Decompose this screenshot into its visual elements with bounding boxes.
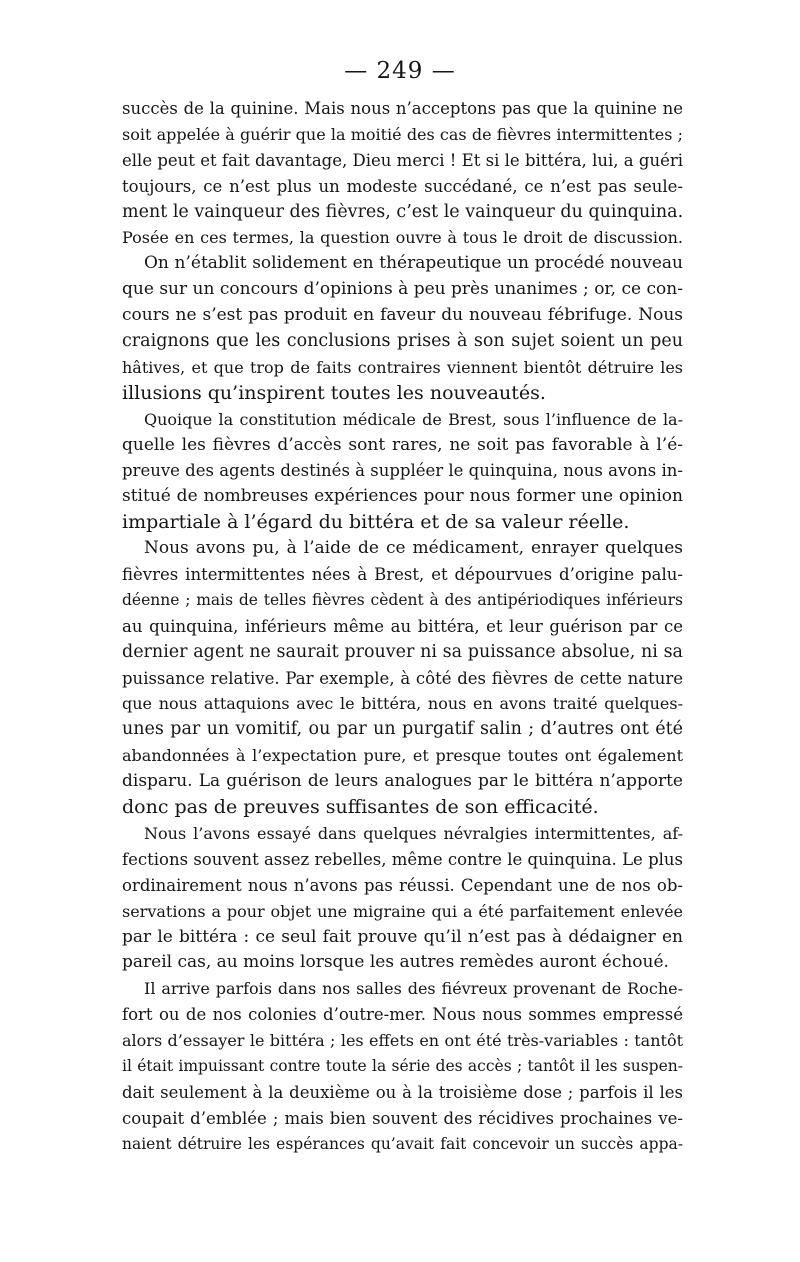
text-line: fièvres intermittentes nées à Brest, et dépourvues d’origine palu- [122, 565, 683, 585]
text-line: craignons que les conclusions prises à son sujet soient un peu [122, 331, 683, 352]
text-line: Quoique la constitution médicale de Brest, sous l’influence de la- [144, 409, 683, 429]
text-line: au quinquina, inférieurs même au bittéra, et leur guérison par ce [122, 616, 683, 636]
text-line: Posée en ces termes, la question ouvre à tous le droit de discussion. [122, 228, 683, 248]
text-line: Nous avons pu, à l’aide de ce médicament, enrayer quelques [144, 538, 683, 559]
text-line: fections souvent assez rebelles, même contre le quinquina. Le plus [122, 849, 683, 869]
text-line: Nous l’avons essayé dans quelques névralgies intermittentes, af- [144, 823, 683, 843]
text-line: illusions qu’inspirent toutes les nouveautés. [122, 381, 546, 404]
text-line: preuve des agents destinés à suppléer le quinquina, nous avons in- [122, 461, 683, 481]
text-line: coupait d’emblée ; mais bien souvent des récidives prochaines ve- [122, 1108, 683, 1128]
text-line: cours ne s’est pas produit en faveur du nouveau fébrifuge. Nous [122, 305, 683, 326]
text-line: hâtives, et que trop de faits contraires viennent bientôt détruire les [122, 357, 683, 377]
text-line: que nous attaquions avec le bittéra, nous en avons traité quelques- [122, 694, 683, 714]
text-line: ment le vainqueur des fièvres, c’est le vainqueur du quinquina. [122, 201, 684, 222]
text-line: dernier agent ne saurait prouver ni sa puissance absolue, ni sa [122, 641, 683, 662]
text-line: soit appelée à guérir que la moitié des cas de fièvres intermittentes ; [122, 124, 683, 144]
text-line: donc pas de preuves suffisantes de son efficacité. [122, 796, 599, 819]
text-line: disparu. La guérison de leurs analogues par le bittéra n’apporte [122, 771, 683, 792]
text-line: elle peut et fait davantage, Dieu merci ! Et si le bittéra, lui, a guéri [122, 150, 683, 170]
text-line: ordinairement nous n’avons pas réussi. Cependant une de nos ob- [122, 875, 683, 895]
text-line: unes par un vomitif, ou par un purgatif salin ; d’autres ont été [122, 719, 683, 740]
text-line: On n’établit solidement en thérapeutique un procédé nouveau [144, 253, 683, 274]
text-line: naient détruire les espérances qu’avait fait concevoir un succès appa- [122, 1134, 683, 1153]
body-text [122, 96, 683, 1158]
page-number: — 249 — [344, 58, 456, 84]
text-line: alors d’essayer le bittéra ; les effets en ont été très-variables : tantôt [122, 1031, 683, 1051]
text-line: stitué de nombreuses expériences pour nous former une opinion [122, 486, 683, 507]
text-line: toujours, ce n’est plus un modeste succédané, ce n’est pas seule- [122, 176, 683, 196]
text-line: abandonnées à l’expectation pure, et presque toutes ont également [122, 746, 683, 766]
text-line: dait seulement à la deuxième ou à la troisième dose ; parfois il les [122, 1082, 683, 1102]
text-line: déenne ; mais de telles fièvres cèdent à des antipériodiques inférieurs [122, 590, 683, 609]
text-line: Il arrive parfois dans nos salles des fiévreux provenant de Roche- [144, 979, 683, 999]
text-line: puissance relative. Par exemple, à côté des fièvres de cette nature [122, 668, 683, 688]
text-line: par le bittéra : ce seul fait prouve qu’il n’est pas à dédaigner en [122, 926, 683, 947]
text-line: fort ou de nos colonies d’outre-mer. Nous nous sommes empressé [122, 1005, 683, 1025]
text-line: servations a pour objet une migraine qui a été parfaitement enlevée [122, 901, 683, 921]
text-line: pareil cas, au moins lorsque les autres remèdes auront échoué. [122, 952, 669, 973]
text-line: il était impuissant contre toute la série des accès ; tantôt il les suspen- [122, 1056, 683, 1075]
text-line: impartiale à l’égard du bittéra et de sa valeur réelle. [122, 511, 630, 534]
text-line: quelle les fièvres d’accès sont rares, ne soit pas favorable à l’é- [122, 434, 683, 455]
text-line: que sur un concours d’opinions à peu près unanimes ; or, ce con- [122, 279, 683, 300]
text-line: succès de la quinine. Mais nous n’acceptons pas que la quinine ne [122, 99, 683, 118]
